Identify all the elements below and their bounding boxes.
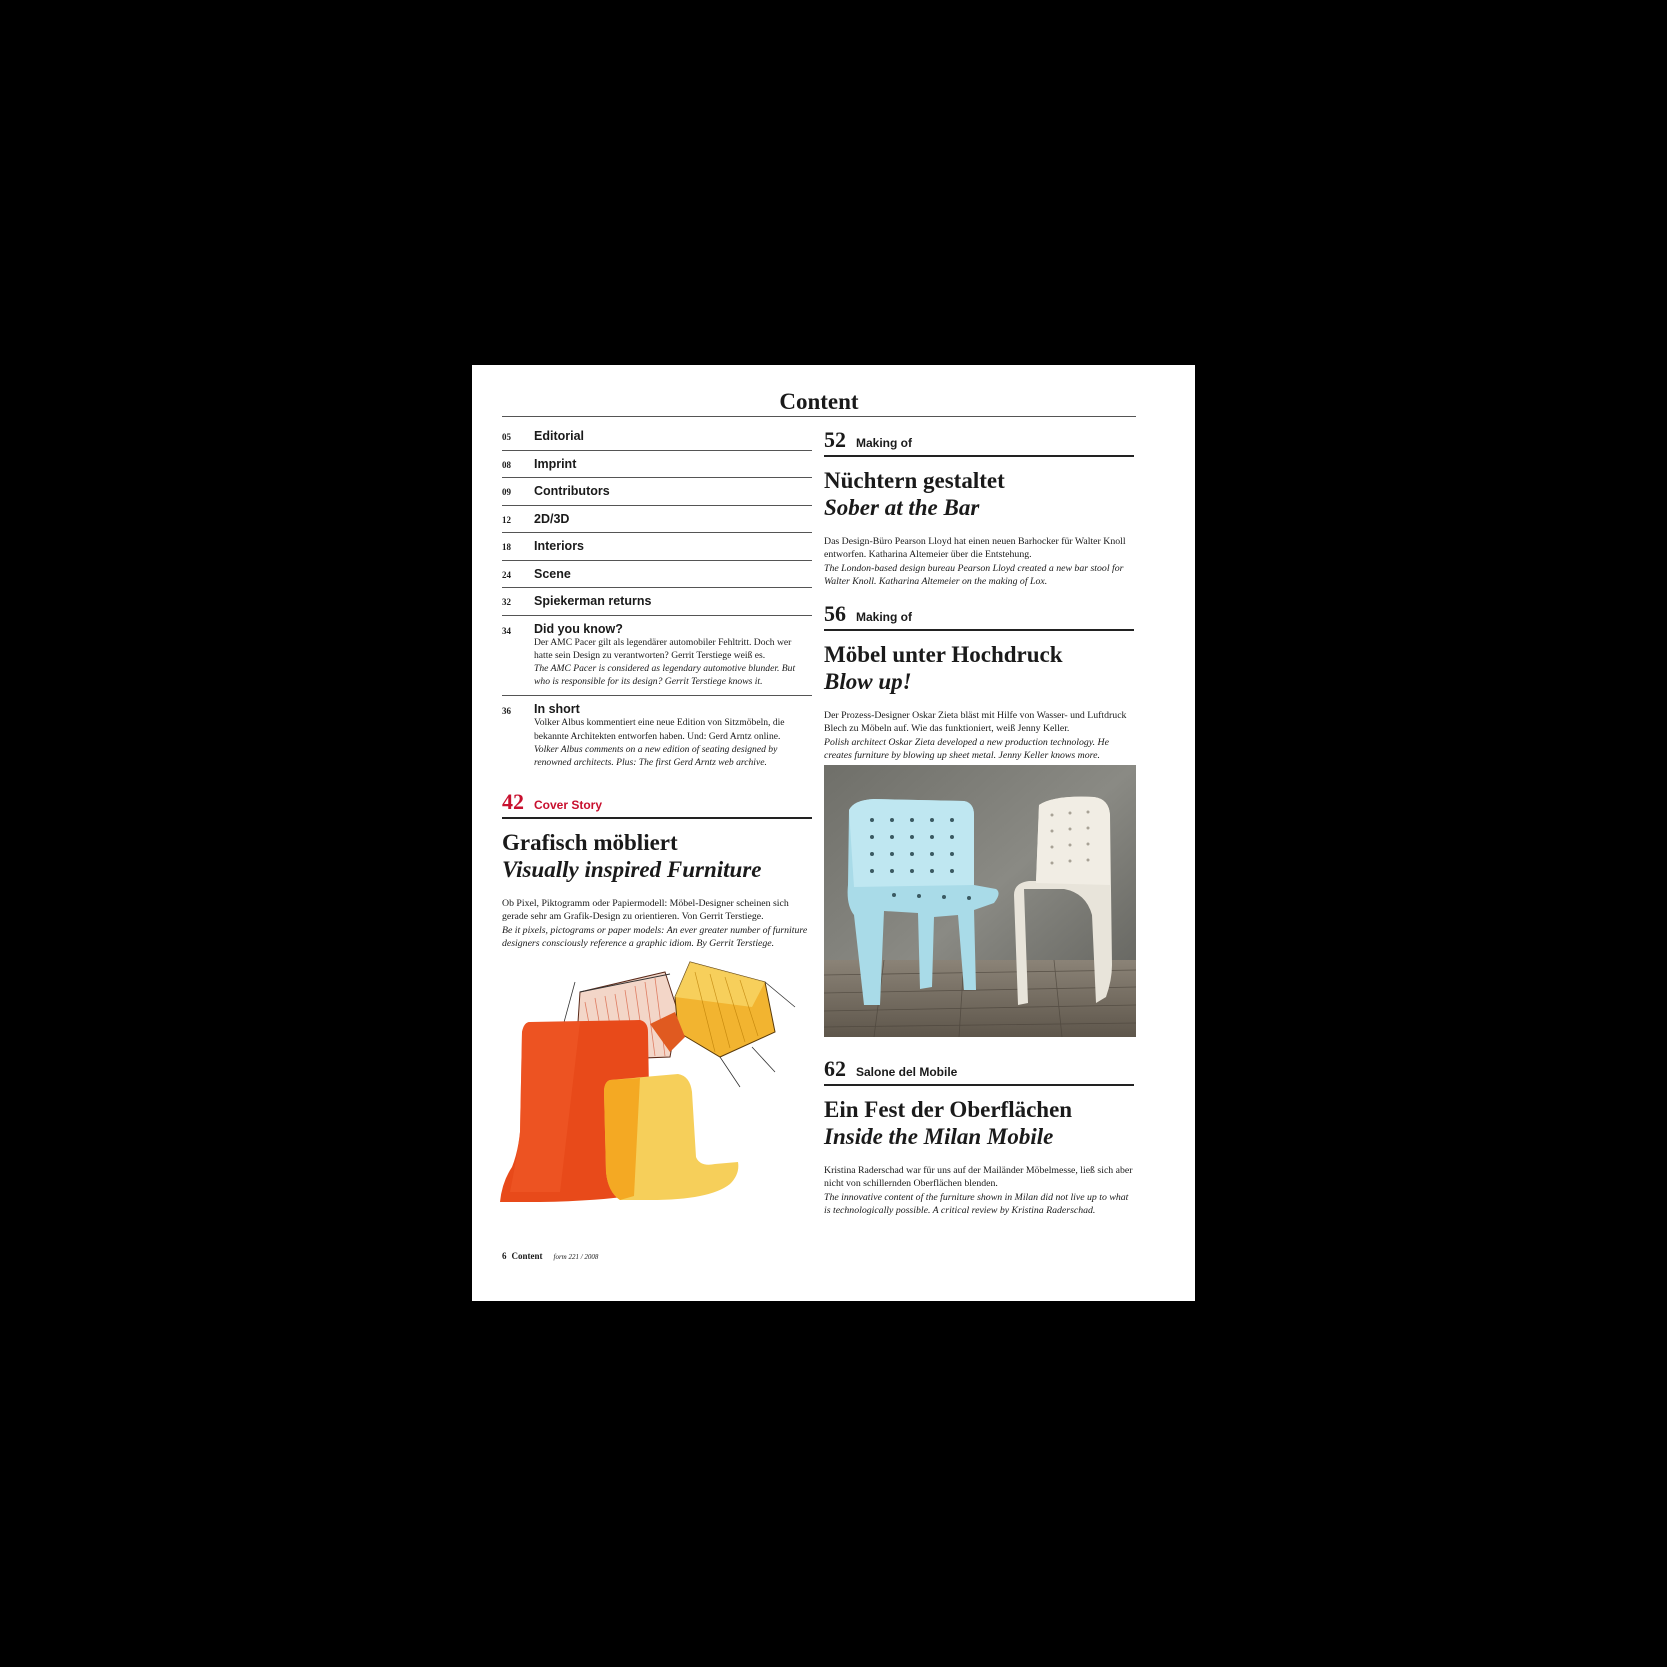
inflated-chairs-photo [824, 765, 1136, 1037]
article-category: Making of [856, 436, 912, 450]
toc-item[interactable] [502, 451, 812, 479]
toc-item[interactable] [502, 423, 812, 451]
toc-label: Interiors [534, 539, 585, 553]
toc-page-number: 08 [502, 459, 511, 470]
article-salone-62[interactable] [824, 1056, 1134, 1217]
article-subtitle: Visually inspired Furniture [502, 857, 762, 882]
toc-item[interactable] [502, 561, 812, 589]
cover-story[interactable] [502, 789, 812, 950]
article-header [502, 789, 812, 819]
toc-item[interactable] [502, 478, 812, 506]
article-page-number: 62 [824, 1056, 846, 1081]
toc-page-number: 18 [502, 542, 511, 552]
toc-item[interactable] [502, 506, 812, 534]
article-title: Ein Fest der Oberflächen [824, 1097, 1073, 1122]
page-title: Content [779, 389, 859, 414]
article-subtitle: Sober at the Bar [824, 495, 980, 520]
toc-description-de: Volker Albus kommentiert eine neue Edition von Sitzmöbeln, die bekannte Architekten entworfen haben. Und: Gerd Arntz online. [534, 717, 785, 742]
toc-label: In short [534, 702, 580, 717]
article-text-en: The London-based design bureau Pearson Lloyd created a new bar stool for Walter Knoll. Katharina Altemeier on the making of Lox. [824, 562, 1124, 587]
toc-item[interactable] [502, 588, 812, 616]
article-page-number: 56 [824, 601, 846, 626]
article-header [824, 601, 1134, 631]
article-text-de: Kristina Raderschad war für uns auf der Mailänder Möbelmesse, ließ sich aber nicht von schillernden Oberflächen blenden. [824, 1165, 1133, 1190]
article-header [824, 427, 1134, 457]
toc-item[interactable] [502, 533, 812, 561]
magazine-page [472, 365, 1195, 1301]
toc-page-number: 32 [502, 597, 511, 607]
footer-page-number: 6 [502, 1251, 507, 1261]
article-subtitle: Inside the Milan Mobile [824, 1124, 1054, 1149]
toc-list [502, 423, 812, 776]
article-title: Möbel unter Hochdruck [824, 642, 1063, 667]
toc-description-en: Volker Albus comments on a new edition of seating designed by renowned architects. Plus: The first Gerd Arntz web archive. [534, 743, 778, 768]
toc-page-number: 34 [502, 625, 511, 636]
article-category: Cover Story [534, 798, 603, 812]
article-making-of-56[interactable] [824, 601, 1134, 762]
article-page-number: 52 [824, 427, 846, 452]
sketch-chair-yellow [604, 1074, 738, 1200]
article-title: Grafisch möbliert [502, 830, 678, 855]
toc-label: Imprint [534, 456, 577, 471]
toc-label: Contributors [534, 484, 610, 498]
toc-item[interactable] [502, 616, 812, 697]
toc-item[interactable] [502, 696, 812, 776]
chair-sketch-image [500, 952, 800, 1207]
toc-label: 2D/3D [534, 511, 570, 526]
toc-description-en: The AMC Pacer is considered as legendary automotive blunder. But who is responsible for its design? Gerrit Terstiege knows it. [534, 662, 796, 688]
toc-label: Scene [534, 566, 571, 581]
title-rule [502, 416, 1136, 417]
article-category: Making of [856, 610, 912, 624]
toc-page-number: 24 [502, 569, 511, 580]
article-category: Salone del Mobile [856, 1065, 958, 1079]
footer-issue: form 221 / 2008 [553, 1253, 599, 1261]
article-text-en: Be it pixels, pictograms or paper models: An ever greater number of furniture designers consciously reference a graphic idiom. By Gerrit Terstiege. [502, 924, 808, 949]
article-making-of-52[interactable] [824, 427, 1134, 588]
footer-section: Content [511, 1251, 543, 1261]
article-text-de: Das Design-Büro Pearson Lloyd hat einen neuen Barhocker für Walter Knoll entworfen. Katharina Altemeier über die Entstehung. [824, 536, 1126, 561]
article-text-en: The innovative content of the furniture shown in Milan did not live up to what is technologically possible. A critical review by Kristina Raderschad. [824, 1191, 1129, 1216]
toc-page-number: 05 [502, 432, 511, 442]
toc-label: Spiekerman returns [534, 594, 652, 608]
article-text-de: Der Prozess-Designer Oskar Zieta bläst mit Hilfe von Wasser- und Luftdruck Blech zu Möbeln auf. Wie das funktioniert, weiß Jenny Keller. [824, 710, 1127, 735]
article-text-en: Polish architect Oskar Zieta developed a new production technology. He creates furniture by blowing up sheet metal. Jenny Keller knows more. [824, 736, 1109, 761]
article-title: Nüchtern gestaltet [824, 468, 1005, 493]
toc-description-de: Der AMC Pacer gilt als legendärer automobiler Fehltritt. Doch wer hatte sein Design zu verantworten? Gerrit Terstiege weiß es. [534, 636, 792, 661]
page-footer [502, 1251, 598, 1261]
sketch-cushion-yellow [650, 962, 795, 1087]
toc-page-number: 36 [502, 706, 511, 717]
toc-label: Editorial [534, 429, 585, 443]
toc-label: Did you know? [534, 621, 623, 636]
article-text-de: Ob Pixel, Piktogramm oder Papiermodell: Möbel-Designer scheinen sich gerade sehr am Grafik-Design zu orientieren. Von Gerrit Terstiege. [502, 898, 789, 923]
article-header [824, 1056, 1134, 1086]
toc-page-number: 12 [502, 514, 511, 525]
article-subtitle: Blow up! [824, 669, 912, 694]
article-page-number: 42 [502, 789, 524, 814]
toc-page-number: 09 [502, 487, 511, 497]
